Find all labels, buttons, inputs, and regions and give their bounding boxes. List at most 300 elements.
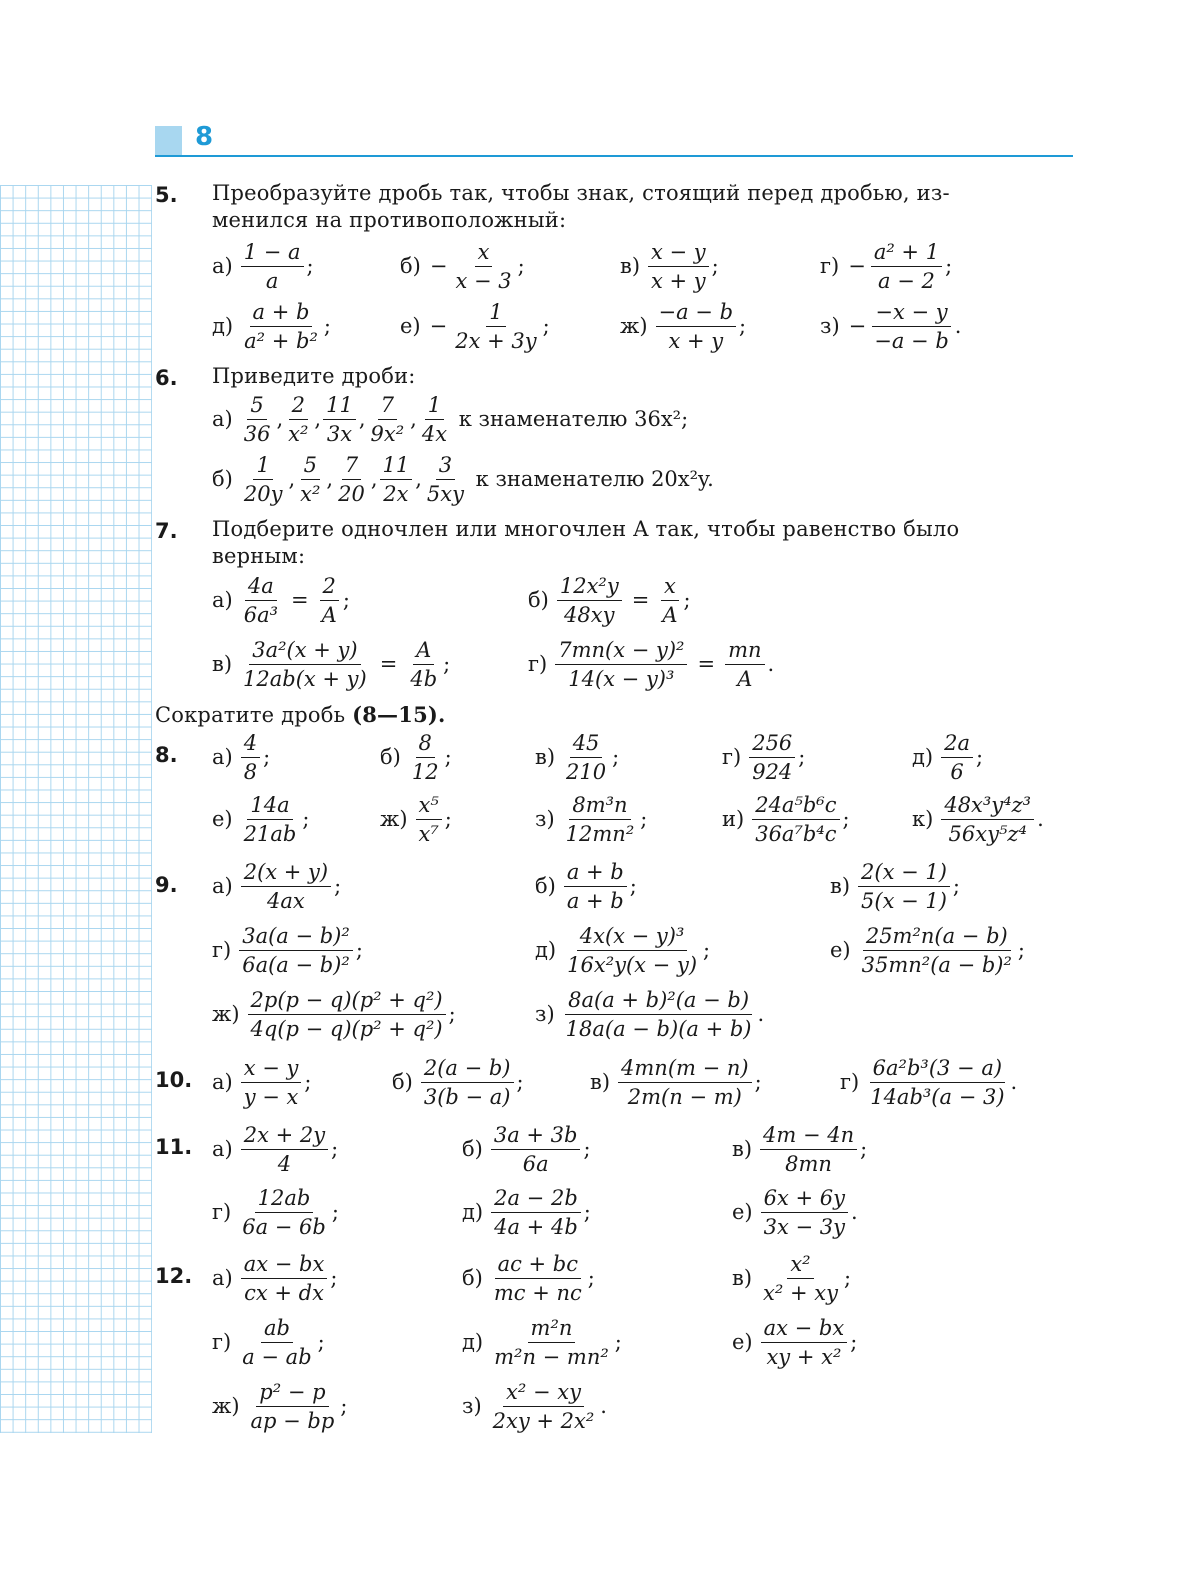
item-label: д) bbox=[212, 314, 234, 338]
item-label: и) bbox=[722, 807, 745, 831]
punctuation: ; bbox=[640, 807, 648, 831]
problem-5-number: 5. bbox=[155, 183, 178, 207]
fraction bbox=[323, 391, 356, 448]
denominator: x² + xy bbox=[763, 1280, 838, 1305]
equals-sign: = bbox=[291, 588, 309, 612]
punctuation: ; bbox=[952, 874, 960, 898]
item-label: з) bbox=[820, 314, 840, 338]
fraction bbox=[941, 729, 973, 786]
p9-item-0 bbox=[212, 856, 341, 916]
p11-item-0 bbox=[212, 1119, 338, 1179]
punctuation: . bbox=[600, 1394, 607, 1418]
numerator: 2a − 2b bbox=[491, 1184, 581, 1213]
fraction bbox=[761, 1184, 848, 1241]
fraction bbox=[563, 729, 609, 786]
p12-item-5 bbox=[732, 1312, 857, 1372]
item-label: б) bbox=[212, 467, 233, 491]
punctuation: ; bbox=[1017, 938, 1025, 962]
item-label: б) bbox=[535, 874, 556, 898]
problem-7-text-line2: верным: bbox=[212, 544, 306, 568]
denominator: 18a(a − b)(a + b) bbox=[565, 1016, 752, 1041]
denominator: 8mn bbox=[785, 1151, 832, 1176]
numerator: 256 bbox=[749, 729, 795, 758]
item-label: г) bbox=[212, 938, 232, 962]
punctuation: ; bbox=[517, 254, 525, 278]
minus-sign: − bbox=[848, 254, 866, 278]
fraction bbox=[241, 1054, 302, 1111]
item-label: к) bbox=[912, 807, 934, 831]
p8-item-5 bbox=[212, 789, 309, 849]
numerator: 11 bbox=[380, 451, 413, 480]
denominator: a − 2 bbox=[878, 268, 935, 293]
fraction bbox=[491, 1314, 612, 1371]
item-label: а) bbox=[212, 1137, 233, 1161]
item-label: а) bbox=[212, 1266, 233, 1290]
p7-item-2 bbox=[212, 634, 450, 694]
punctuation: ; bbox=[843, 1266, 852, 1290]
header-rule bbox=[155, 155, 1073, 157]
page-number: 8 bbox=[195, 122, 214, 152]
p7-item-3 bbox=[528, 634, 774, 694]
denominator: x − 3 bbox=[455, 268, 512, 293]
p12-item-1 bbox=[462, 1248, 595, 1308]
p10-item-3 bbox=[840, 1052, 1017, 1112]
numerator: 1 bbox=[253, 451, 272, 480]
denominator: 48xy bbox=[564, 602, 615, 627]
fraction bbox=[563, 791, 638, 848]
item-label: в) bbox=[620, 254, 641, 278]
minus-sign: − bbox=[848, 314, 867, 338]
denominator: 35mn²(a − b)² bbox=[861, 952, 1012, 977]
numerator: −a − b bbox=[656, 298, 737, 327]
numerator: 3a(a − b)² bbox=[239, 922, 353, 951]
header-square bbox=[155, 126, 182, 155]
punctuation: . bbox=[954, 314, 962, 338]
numerator: 4 bbox=[241, 729, 260, 758]
punctuation: ; bbox=[612, 745, 620, 769]
item-label: г) bbox=[820, 254, 840, 278]
item-label: з) bbox=[535, 807, 555, 831]
numerator: 6x + 6y bbox=[761, 1184, 848, 1213]
minus-sign: − bbox=[429, 254, 448, 278]
p12-item-7 bbox=[462, 1376, 607, 1436]
punctuation: ; bbox=[263, 745, 271, 769]
punctuation: ; bbox=[842, 807, 850, 831]
fraction bbox=[241, 858, 331, 915]
denominator: 12ab(x + y) bbox=[243, 666, 367, 691]
denominator: 3(b − a) bbox=[423, 1084, 511, 1109]
punctuation: ; bbox=[330, 1266, 338, 1290]
fraction bbox=[241, 238, 304, 295]
p11-item-4 bbox=[462, 1182, 591, 1242]
item-label: а) bbox=[212, 407, 233, 431]
fraction bbox=[409, 729, 442, 786]
numerator: 2x + 2y bbox=[241, 1121, 328, 1150]
p10-item-1 bbox=[392, 1052, 524, 1112]
punctuation: ; bbox=[976, 745, 984, 769]
item-label: ж) bbox=[212, 1394, 240, 1418]
item-label: в) bbox=[732, 1137, 753, 1161]
fraction bbox=[490, 1378, 598, 1435]
item-label: б) bbox=[392, 1070, 413, 1094]
denominator: x² bbox=[288, 421, 309, 446]
item-label: е) bbox=[732, 1330, 753, 1354]
punctuation: ; bbox=[945, 254, 953, 278]
item-label: б) bbox=[528, 588, 549, 612]
problem-7-number: 7. bbox=[155, 519, 178, 543]
denominator: a − ab bbox=[242, 1344, 312, 1369]
fraction bbox=[421, 1054, 514, 1111]
item-label: д) bbox=[462, 1330, 484, 1354]
punctuation: ; bbox=[739, 314, 747, 338]
denominator: A bbox=[662, 602, 678, 627]
punctuation: ; bbox=[317, 1330, 325, 1354]
p5-item-5 bbox=[400, 296, 550, 356]
denominator: m²n − mn² bbox=[494, 1344, 609, 1369]
numerator: x bbox=[661, 572, 679, 601]
p5-item-1 bbox=[400, 236, 525, 296]
item-label: г) bbox=[212, 1200, 232, 1224]
punctuation: ; bbox=[754, 1070, 762, 1094]
denominator: A bbox=[737, 666, 753, 691]
denominator: 9x² bbox=[370, 421, 405, 446]
p10-item-2 bbox=[590, 1052, 762, 1112]
item-label: в) bbox=[830, 874, 851, 898]
fraction bbox=[491, 1250, 585, 1307]
numerator: 1 − a bbox=[241, 238, 304, 267]
item-label: а) bbox=[212, 874, 233, 898]
punctuation: ; bbox=[448, 1002, 456, 1026]
p7-item-0 bbox=[212, 570, 350, 630]
fraction bbox=[491, 1184, 581, 1241]
p5-item-0 bbox=[212, 236, 314, 296]
fraction bbox=[859, 922, 1015, 979]
numerator: 14a bbox=[247, 791, 292, 820]
numerator: 4a bbox=[245, 572, 277, 601]
fraction bbox=[241, 1121, 328, 1178]
fraction bbox=[241, 451, 286, 508]
numerator: x − y bbox=[648, 238, 709, 267]
punctuation: ; bbox=[331, 1200, 339, 1224]
p9-item-7 bbox=[535, 984, 764, 1044]
item-label: е) bbox=[732, 1200, 753, 1224]
fraction bbox=[424, 451, 467, 508]
problem-7-text-line1: Подберите одночлен или многочлен A так, чтобы равенство было bbox=[212, 517, 960, 541]
numerator: x² − xy bbox=[503, 1378, 584, 1407]
denominator: 210 bbox=[566, 759, 607, 784]
denominator: x⁷ bbox=[418, 821, 439, 846]
denominator: 2m(n − m) bbox=[627, 1084, 742, 1109]
p7-item-1 bbox=[528, 570, 691, 630]
fraction bbox=[871, 238, 942, 295]
numerator: 1 bbox=[425, 391, 444, 420]
denominator: 20y bbox=[243, 481, 283, 506]
problem-10-number: 10. bbox=[155, 1068, 193, 1092]
fraction bbox=[760, 1121, 857, 1178]
numerator: 5 bbox=[247, 391, 266, 420]
punctuation: ; bbox=[711, 254, 719, 278]
fraction bbox=[241, 791, 300, 848]
fraction bbox=[239, 1314, 314, 1371]
denominator: 6 bbox=[950, 759, 964, 784]
punctuation: ; bbox=[683, 588, 691, 612]
problem-5-text-line1: Преобразуйте дробь так, чтобы знак, стоящий перед дробью, из- bbox=[212, 181, 950, 205]
denominator: 36 bbox=[243, 421, 271, 446]
p9-item-4 bbox=[535, 920, 710, 980]
p11-item-2 bbox=[732, 1119, 867, 1179]
comma: , bbox=[370, 467, 378, 491]
numerator: 2 bbox=[320, 572, 339, 601]
fraction bbox=[491, 1121, 581, 1178]
equals-sign: = bbox=[631, 588, 650, 612]
item-label: а) bbox=[212, 1070, 233, 1094]
numerator: 2(x + y) bbox=[241, 858, 331, 887]
denominator: xy + x² bbox=[766, 1344, 842, 1369]
item-label: б) bbox=[462, 1266, 483, 1290]
problem-11-number: 11. bbox=[155, 1135, 193, 1159]
item-label: е) bbox=[830, 938, 851, 962]
p8-item-7 bbox=[535, 789, 647, 849]
item-label: г) bbox=[212, 1330, 232, 1354]
punctuation: ; bbox=[860, 1137, 868, 1161]
item-label: а) bbox=[212, 745, 233, 769]
numerator: 2(a − b) bbox=[421, 1054, 514, 1083]
numerator: 7 bbox=[378, 391, 397, 420]
denominator: 12mn² bbox=[565, 821, 635, 846]
fraction bbox=[760, 1250, 841, 1307]
item-label: в) bbox=[590, 1070, 611, 1094]
left-fraction bbox=[557, 572, 622, 629]
numerator: 3 bbox=[436, 451, 455, 480]
fraction bbox=[416, 791, 442, 848]
item-label: в) bbox=[212, 652, 233, 676]
fraction bbox=[618, 1054, 752, 1111]
numerator: 7 bbox=[342, 451, 361, 480]
punctuation: ; bbox=[304, 1070, 312, 1094]
numerator: 8 bbox=[416, 729, 435, 758]
numerator: a² + 1 bbox=[871, 238, 942, 267]
numerator: 45 bbox=[570, 729, 603, 758]
denominator: 21ab bbox=[243, 821, 297, 846]
punctuation: . bbox=[851, 1200, 858, 1224]
p9-item-5 bbox=[830, 920, 1025, 980]
comma: , bbox=[415, 467, 422, 491]
p11-item-3 bbox=[212, 1182, 339, 1242]
denominator: 4q(p − q)(p² + q²) bbox=[250, 1016, 443, 1041]
margin-grid bbox=[0, 185, 152, 1433]
denominator: 4a + 4b bbox=[494, 1214, 578, 1239]
denominator: 14ab³(a − 3) bbox=[870, 1084, 1005, 1109]
fraction bbox=[867, 1054, 1007, 1111]
fraction bbox=[380, 451, 413, 508]
denominator: 20 bbox=[338, 481, 365, 506]
numerator: ax − bx bbox=[761, 1314, 848, 1343]
p5-item-4 bbox=[212, 296, 331, 356]
denominator: 3x bbox=[326, 421, 353, 446]
fraction bbox=[941, 791, 1034, 848]
item-label: д) bbox=[462, 1200, 484, 1224]
denominator: 2xy + 2x² bbox=[492, 1408, 595, 1433]
denominator: x + y bbox=[668, 328, 724, 353]
denominator: 3x − 3y bbox=[763, 1214, 845, 1239]
punctuation: ; bbox=[542, 314, 550, 338]
denominator: x² bbox=[300, 481, 321, 506]
numerator: 8m³n bbox=[569, 791, 630, 820]
item-label: ж) bbox=[620, 314, 648, 338]
p8-item-8 bbox=[722, 789, 850, 849]
fraction bbox=[241, 729, 260, 786]
punctuation: ; bbox=[444, 807, 452, 831]
p5-item-3 bbox=[820, 236, 952, 296]
denominator: 6a(a − b)² bbox=[242, 952, 350, 977]
numerator: 11 bbox=[323, 391, 356, 420]
section-intro-range: (8—15). bbox=[352, 702, 446, 727]
item-label: д) bbox=[912, 745, 934, 769]
numerator: ab bbox=[261, 1314, 293, 1343]
fraction bbox=[656, 298, 737, 355]
problem-6-number: 6. bbox=[155, 366, 178, 390]
p5-item-7 bbox=[820, 296, 961, 356]
fraction bbox=[648, 238, 709, 295]
p12-item-2 bbox=[732, 1248, 851, 1308]
fraction bbox=[452, 298, 539, 355]
item-label: в) bbox=[732, 1266, 753, 1290]
p8-item-4 bbox=[912, 727, 983, 787]
equals-sign: = bbox=[697, 652, 716, 676]
denominator: 56xy⁵z⁴ bbox=[948, 821, 1027, 846]
fraction bbox=[239, 922, 353, 979]
fraction bbox=[241, 298, 321, 355]
numerator: 7mn(x − y)² bbox=[555, 636, 687, 665]
right-fraction bbox=[659, 572, 680, 629]
item-label: ж) bbox=[380, 807, 408, 831]
denominator: 4 bbox=[277, 1151, 292, 1176]
numerator: ac + bc bbox=[495, 1250, 581, 1279]
denominator: 12 bbox=[411, 759, 439, 784]
comma: , bbox=[276, 407, 284, 431]
denominator: 14(x − y)³ bbox=[568, 666, 675, 691]
numerator: 3a²(x + y) bbox=[249, 636, 360, 665]
denominator: mc + nc bbox=[493, 1280, 582, 1305]
fraction bbox=[368, 391, 408, 448]
punctuation: . bbox=[757, 1002, 765, 1026]
p12-item-3 bbox=[212, 1312, 325, 1372]
punctuation: ; bbox=[331, 1137, 339, 1161]
problem-6-row-a bbox=[212, 389, 688, 449]
fraction bbox=[563, 986, 755, 1043]
punctuation: ; bbox=[334, 874, 342, 898]
p9-item-1 bbox=[535, 856, 637, 916]
fraction bbox=[248, 1378, 338, 1435]
punctuation: . bbox=[1010, 1070, 1018, 1094]
punctuation: ; bbox=[629, 874, 637, 898]
denominator: 36a⁷b⁴c bbox=[755, 821, 837, 846]
punctuation: ; bbox=[583, 1200, 591, 1224]
punctuation: . bbox=[767, 652, 775, 676]
denominator: 16x²y(x − y) bbox=[567, 952, 698, 977]
punctuation: ; bbox=[850, 1330, 858, 1354]
fraction bbox=[248, 986, 446, 1043]
left-fraction bbox=[555, 636, 687, 693]
numerator: 5 bbox=[301, 451, 320, 480]
denominator: −a − b bbox=[874, 328, 949, 353]
problem-6-title: Приведите дроби: bbox=[212, 364, 416, 388]
p5-item-2 bbox=[620, 236, 719, 296]
fraction bbox=[564, 858, 627, 915]
punctuation: ; bbox=[798, 745, 806, 769]
punctuation: ; bbox=[583, 1137, 591, 1161]
denominator: 4x bbox=[421, 421, 448, 446]
denominator: a bbox=[265, 268, 279, 293]
item-label: г) bbox=[722, 745, 742, 769]
denominator-target-text: к знаменателю 36x²; bbox=[452, 407, 689, 431]
item-label: б) bbox=[400, 254, 421, 278]
fraction bbox=[752, 791, 839, 848]
item-label: б) bbox=[380, 745, 401, 769]
punctuation: ; bbox=[306, 254, 314, 278]
p11-item-5 bbox=[732, 1182, 858, 1242]
p10-item-0 bbox=[212, 1052, 311, 1112]
denominator: x + y bbox=[651, 268, 706, 293]
numerator: 4m − 4n bbox=[760, 1121, 857, 1150]
punctuation: ; bbox=[587, 1266, 595, 1290]
numerator: m²n bbox=[528, 1314, 576, 1343]
p8-item-0 bbox=[212, 727, 270, 787]
numerator: 12ab bbox=[255, 1184, 314, 1213]
punctuation: ; bbox=[355, 938, 363, 962]
fraction bbox=[858, 858, 950, 915]
p11-item-1 bbox=[462, 1119, 591, 1179]
p9-item-6 bbox=[212, 984, 456, 1044]
fraction bbox=[564, 922, 700, 979]
punctuation: ; bbox=[443, 652, 451, 676]
denominator: 8 bbox=[243, 759, 258, 784]
numerator: 25m²n(a − b) bbox=[863, 922, 1011, 951]
item-label: е) bbox=[400, 314, 421, 338]
numerator: 4x(x − y)³ bbox=[577, 922, 688, 951]
left-fraction bbox=[240, 636, 370, 693]
p8-item-9 bbox=[912, 789, 1044, 849]
equals-sign: = bbox=[379, 652, 398, 676]
denominator: ap − bp bbox=[250, 1408, 335, 1433]
item-label: б) bbox=[462, 1137, 483, 1161]
problem-12-number: 12. bbox=[155, 1264, 193, 1288]
denominator: 5(x − 1) bbox=[861, 888, 947, 913]
fraction bbox=[335, 451, 368, 508]
numerator: x⁵ bbox=[416, 791, 442, 820]
denominator: 2x bbox=[383, 481, 409, 506]
denominator: a + b bbox=[566, 888, 624, 913]
denominator: y − x bbox=[243, 1084, 299, 1109]
fraction bbox=[452, 238, 514, 295]
numerator: 48x³y⁴z³ bbox=[941, 791, 1034, 820]
p8-item-6 bbox=[380, 789, 452, 849]
problem-6-row-b bbox=[212, 449, 714, 509]
punctuation: ; bbox=[323, 314, 331, 338]
numerator: 6a²b³(3 − a) bbox=[870, 1054, 1005, 1083]
item-label: в) bbox=[535, 745, 556, 769]
numerator: 2(x − 1) bbox=[858, 858, 950, 887]
p9-item-3 bbox=[212, 920, 363, 980]
numerator: 1 bbox=[486, 298, 505, 327]
denominator: 6a − 6b bbox=[242, 1214, 326, 1239]
numerator: 2p(p − q)(p² + q²) bbox=[248, 986, 446, 1015]
fraction bbox=[285, 391, 311, 448]
fraction bbox=[419, 391, 450, 448]
denominator: 6a³ bbox=[243, 602, 279, 627]
numerator: 12x²y bbox=[557, 572, 622, 601]
denominator: 5xy bbox=[426, 481, 464, 506]
